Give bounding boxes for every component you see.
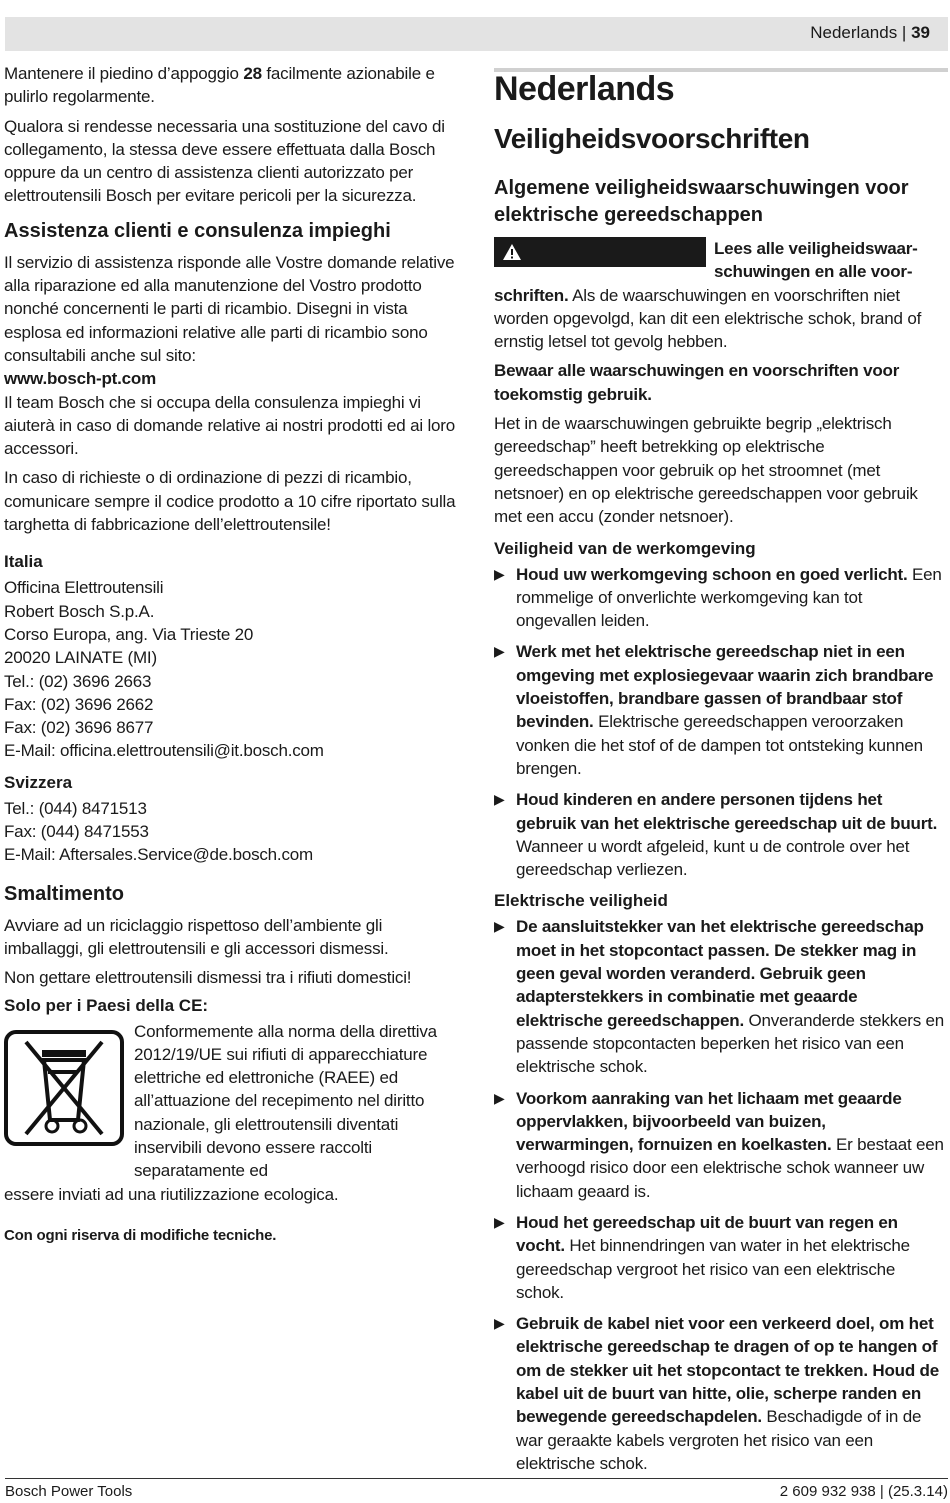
section-heading: Assistenza clienti e consulenza impieghi bbox=[4, 219, 391, 242]
bullet-item: ▶ Voorkom aanraking van het lichaam met geaarde oppervlakken, bijvoorbeeld van buizen, verwarmingen, fornuizen en koelkasten. Er bestaat een verhoogd risico door een elektrische schok wanneer uw lichaam geaard is. bbox=[494, 1087, 946, 1203]
page-header bbox=[5, 17, 948, 51]
safety-heading: Veiligheidsvoorschriften bbox=[494, 123, 810, 154]
paragraph: Non gettare elettroutensili dismessi tra i rifiuti domestici! bbox=[4, 968, 412, 988]
ce-title: Solo per i Paesi della CE: bbox=[4, 995, 209, 1015]
paragraph: Bewaar alle waarschuwingen en voorschriften voor toekomstig gebruik. bbox=[494, 361, 900, 404]
triangle-bullet-icon: ▶ bbox=[494, 1213, 505, 1230]
paragraph: Avviare ad un riciclaggio rispettoso dell’ambiente gli imballaggi, gli elettroutensili e gli accessori dismessi. bbox=[4, 915, 389, 958]
triangle-bullet-icon: ▶ bbox=[494, 1089, 505, 1106]
triangle-bullet-icon: ▶ bbox=[494, 918, 505, 935]
header-separator: | bbox=[897, 23, 912, 42]
address-line: Fax: (044) 8471553 bbox=[4, 822, 149, 842]
address-italia bbox=[4, 576, 459, 762]
note: Con ogni riserva di modifiche tecniche. bbox=[4, 1226, 277, 1244]
address-line: Tel.: (02) 3696 2663 bbox=[4, 671, 152, 691]
warning-icon bbox=[502, 243, 522, 261]
footer-brand: Bosch Power Tools bbox=[5, 1483, 133, 1500]
address-line: Tel.: (044) 8471513 bbox=[4, 798, 147, 818]
warning-bar bbox=[494, 237, 706, 267]
paragraph: Qualora si rendesse necessaria una sostituzione del cavo di collegamento, la stessa deve essere effettuata dalla Bosch oppure da un centro di assistenza clienti autorizzato per elettroutensili Bosch per evitare pericoli per la sicurezza. bbox=[4, 116, 445, 206]
bullet-item: ▶ Werk met het elektrische gereedschap niet in een omgeving met explosiegevaar waarin zich brandbare vloeistoffen, brandbare gassen of brandbaar stof bevinden. Elektrische gereedschappen veroorzaken vonken die het stof of de dampen tot ontsteking kunnen brengen. bbox=[494, 640, 946, 780]
footer-doc-number: 2 609 932 938 | (25.3.14) bbox=[779, 1483, 948, 1500]
website-link[interactable]: www.bosch-pt.com bbox=[4, 369, 157, 389]
country-title: Italia bbox=[4, 552, 43, 572]
language-heading: Nederlands bbox=[494, 70, 675, 108]
address-line: Corso Europa, ang. Via Trieste 20 bbox=[4, 624, 254, 644]
subsection-title: Elektrische veiligheid bbox=[494, 891, 668, 911]
bullet-item: ▶ De aansluitstekker van het elektrische gereedschap moet in het stopcontact passen. De stekker mag in geen geval worden veranderd. Gebruik geen adapterstekkers in combinatie met geaarde elektrische gereedschappen. Onveranderde stekkers en passende stopcontacten beperken het risico van een elektrische schok. bbox=[494, 915, 946, 1078]
country-title: Svizzera bbox=[4, 772, 73, 792]
bullet-item: ▶ Houd uw werkomgeving schoon en goed verlicht. Een rommelige of onverlichte werkomgeving kan tot ongevallen leiden. bbox=[494, 563, 946, 633]
triangle-bullet-icon: ▶ bbox=[494, 791, 505, 808]
address-line: Robert Bosch S.p.A. bbox=[4, 601, 155, 621]
paragraph: schriften. Als de waarschuwingen en voorschriften niet worden opgevolgd, kan dit een elektrische schok, brand of ernstig letsel tot gevolg hebben. bbox=[494, 285, 922, 352]
address-line: E-Mail: officina.elettroutensili@it.bosch.com bbox=[4, 741, 324, 761]
section-heading: Smaltimento bbox=[4, 882, 125, 905]
right-column bbox=[494, 62, 946, 1483]
bullet-item: ▶ Houd kinderen en andere personen tijdens het gebruik van het elektrische gereedschap uit de buurt. Wanneer u wordt afgeleid, kunt u de controle over het gereedschap verliezen. bbox=[494, 788, 946, 881]
paragraph: Mantenere il piedino d’appoggio 28 facilmente azionabile e pulirlo regolarmente. bbox=[4, 64, 435, 107]
header-language: Nederlands bbox=[810, 23, 898, 42]
triangle-bullet-icon: ▶ bbox=[494, 643, 505, 660]
paragraph: Il team Bosch che si occupa della consulenza impieghi vi aiuterà in caso di domande relative ai nostri prodotti ed ai loro accessori. bbox=[4, 392, 455, 459]
paragraph: Het in de waarschuwingen gebruikte begrip „elektrisch gereedschap” heeft betrekking op elektrische gereedschappen voor gebruik op het stroomnet (met netsnoer) en op elektrische gereedschappen voor gebruik met een accu (zonder netsnoer). bbox=[494, 414, 918, 527]
address-line: 20020 LAINATE (MI) bbox=[4, 648, 157, 668]
crossed-bin-icon bbox=[4, 1030, 124, 1146]
triangle-bullet-icon: ▶ bbox=[494, 1315, 505, 1332]
bullet-item: ▶ Houd het gereedschap uit de buurt van regen en vocht. Het binnendringen van water in het elektrische gereedschap vergroot het risico van een elektrische schok. bbox=[494, 1211, 946, 1304]
paragraph: In caso di richieste o di ordinazione di pezzi di ricambio, comunicare sempre il codice prodotto a 10 cifre riportato sulla targhetta di fabbricazione dell’elettroutensile! bbox=[4, 468, 456, 535]
page-number-label bbox=[810, 23, 930, 43]
paragraph: Conformemente alla norma della direttiva 2012/19/UE sui rifiuti di apparecchiature elettriche ed elettroniche (RAEE) ed all’attuazione del recepimento nel diritto nazionale, gli elettroutensili diventati inservibili devono essere raccolti separatamente ed bbox=[134, 1021, 437, 1181]
left-column bbox=[4, 62, 459, 1253]
paragraph: Il servizio di assistenza risponde alle Vostre domande relative alla riparazione ed alla manutenzione del Vostro prodotto nonché concernenti le parti di ricambio. Disegni in vista esplosa ed informazioni relative alle parti di ricambio sono consultabili anche sul sito: bbox=[4, 252, 455, 365]
subsection-title: Veiligheid van de werkomgeving bbox=[494, 538, 756, 558]
address-svizzera bbox=[4, 797, 459, 867]
address-line: Fax: (02) 3696 8677 bbox=[4, 718, 154, 738]
paragraph: essere inviati ad una riutilizzazione ecologica. bbox=[4, 1184, 339, 1204]
address-line: E-Mail: Aftersales.Service@de.bosch.com bbox=[4, 845, 313, 865]
address-line: Officina Elettroutensili bbox=[4, 578, 164, 598]
warning-text: Lees alle veiligheidswaar- schuwingen en alle voor- bbox=[714, 239, 918, 282]
header-page-number: 39 bbox=[911, 23, 930, 42]
bullet-item: ▶ Gebruik de kabel niet voor een verkeerd doel, om het elektrische gereedschap te dragen of op te hangen of om de stekker uit het stopcontact te trekken. Houd de kabel uit de buurt van hitte, olie, scherpe randen en bewegende gereedschapdelen. Beschadigde of in de war geraakte kabels vergroten het risico van een elektrische schok. bbox=[494, 1312, 946, 1475]
weee-block bbox=[4, 1020, 459, 1183]
warning-block bbox=[494, 237, 946, 284]
page-footer bbox=[5, 1478, 948, 1500]
triangle-bullet-icon: ▶ bbox=[494, 565, 505, 582]
subsection-heading: Algemene veiligheidswaarschuwingen voor elektrische gereedschappen bbox=[494, 177, 909, 226]
address-line: Fax: (02) 3696 2662 bbox=[4, 694, 154, 714]
